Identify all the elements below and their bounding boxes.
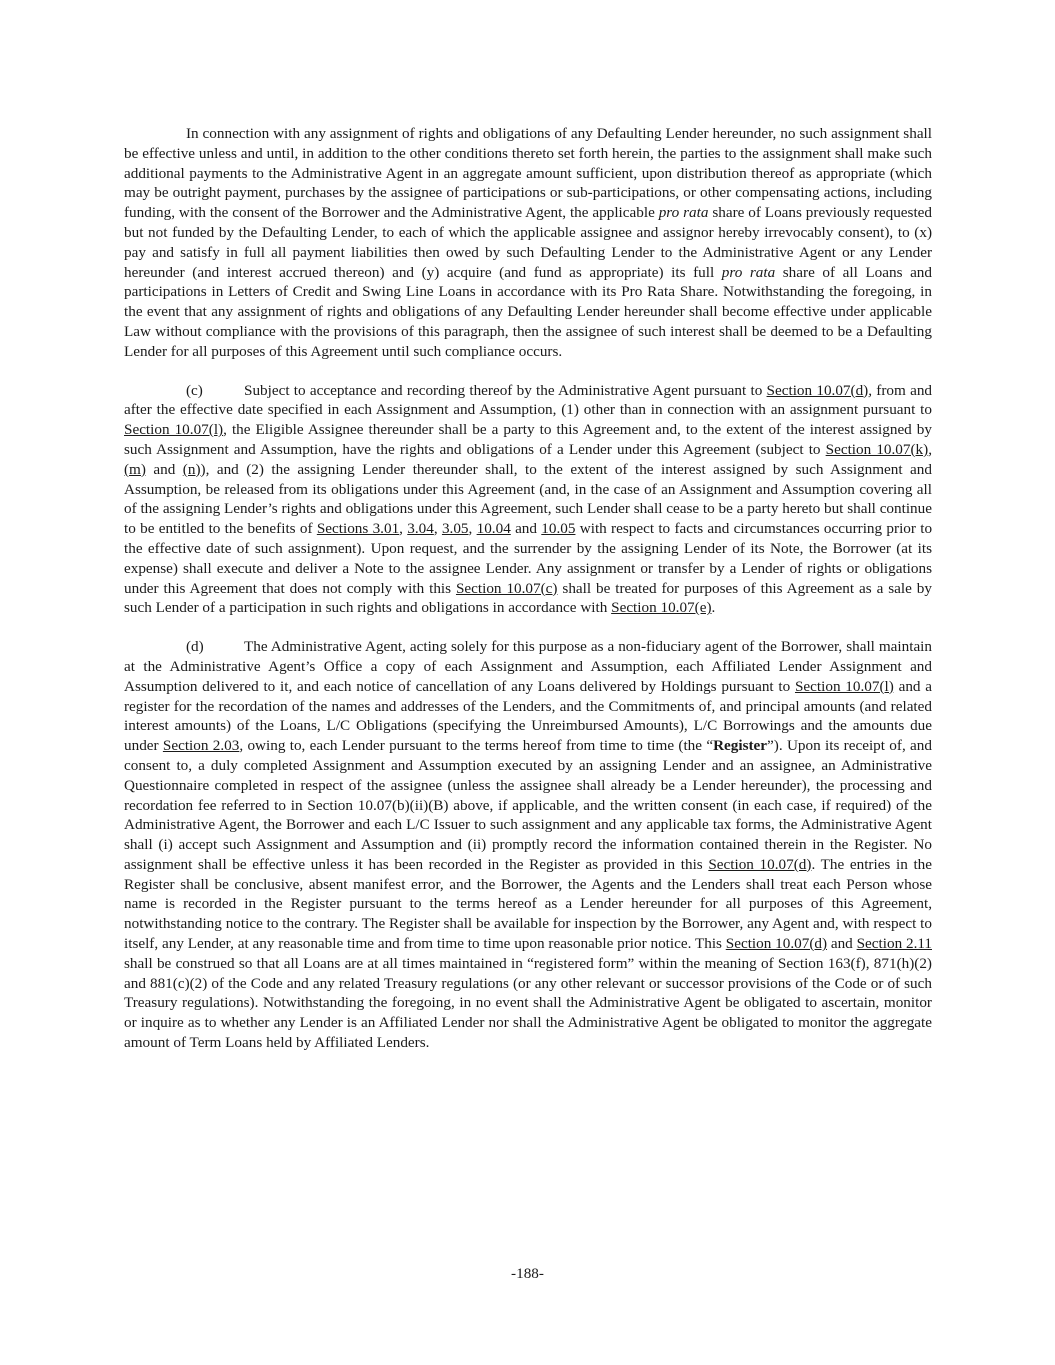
section-reference: Section 10.07(l) <box>794 677 894 695</box>
clause-label: (c) <box>186 381 203 399</box>
section-reference: Section 10.07(l) <box>124 421 224 439</box>
defined-term: Register <box>713 737 768 755</box>
section-reference: Section 10.07(d) <box>725 935 828 953</box>
section-reference: Section 10.07(e) <box>611 599 712 617</box>
italic-term: pro rata <box>721 263 776 281</box>
section-reference: Sections 3.01 <box>316 520 400 538</box>
text-segment: , <box>399 520 408 538</box>
section-reference: Section 2.03 <box>162 737 240 755</box>
section-reference: (n) <box>182 460 201 478</box>
text-segment: shall be treated for purposes of this Agreement as a sale by such Lender of a participation in such rights and obligations in accordance with <box>124 579 932 617</box>
text-segment: In connection with any assignment of rights and obligations of any Defaulting Lender hereunder, no such assignment shall be effective unless and until, in addition to the other conditions thereto set forth herein, the parties to the assignment shall make such additional payments to the Administrative Agent in an aggregate amount sufficient, upon distribution thereof as appropriate (which may be outright payment, purchases by the assignee of participations or sub-participations, or other compensating actions, including funding, with the consent of the Borrower and the Administrative Agent, the applicable <box>124 125 932 222</box>
text-segment: with respect to facts and circumstances occurring prior to the effective date of such assignment). Upon request, and the surrender by the assigning Lender of its Note, the Borrower (at its expense) shall execute and deliver a Note to the assignee Lender. Any assignment or transfer by a Lender of rights or obligations under this Agreement that does not comply with this <box>124 520 933 597</box>
text-segment: , owing to, each Lender pursuant to the terms hereof from time to time (the “ <box>239 737 714 755</box>
section-reference: Section 2.11 <box>856 935 932 953</box>
section-reference: Section 10.07(d) <box>766 381 869 399</box>
text-segment: and <box>827 935 857 953</box>
document-page <box>124 124 932 1072</box>
clause-label: (d) <box>186 638 204 656</box>
section-reference: 3.04 <box>407 520 434 538</box>
text-segment: and a register for the recordation of the names and addresses of the Lenders, and the Commitments of, and principal amounts (and related interest amounts) of the Loans, L/C Obligations (specifying the Unreimbursed Amounts), L/C Borrowings and the amounts due under <box>124 677 933 755</box>
section-reference: 10.04 <box>476 520 511 538</box>
section-reference: Section 10.07(c) <box>455 579 558 597</box>
text-segment: and <box>145 460 183 478</box>
text-segment: share of all Loans and participations in Letters of Credit and Swing Line Loans in accordance with its Pro Rata Share. Notwithstanding the foregoing, in the event that any assignment of rights and obligations of any Defaulting Lender hereunder shall become effective under applicable Law without compliance with the provisions of this paragraph, then the assignee of such interest shall be deemed to be a Defaulting Lender for all purposes of this Agreement until such compliance occurs. <box>124 263 932 360</box>
text-segment: , <box>433 520 442 538</box>
section-reference: 3.05 <box>441 520 469 538</box>
section-reference: Section 10.07(k) <box>825 440 929 458</box>
text-segment: ”). Upon its receipt of, and consent to, a duly completed Assignment and Assumption executed by an assigning Lender and an assignee, an Administrative Questionnaire completed in respect of the assignee (unless the assignee shall already be a Lender hereunder), the processing and recordation fee referred to in Section 10.07(b)(ii)(B) above, if applicable, and the written consent (in each case, if required) of the Administrative Agent, the Borrower and each L/C Issuer to such assignment and any applicable tax forms, the Administrative Agent shall (i) accept such Assignment and Assumption and (ii) promptly record the information contained therein in the Register. No assignment shall be effective unless it has been recorded in the Register as provided in this <box>124 737 932 873</box>
section-reference: 10.05 <box>541 520 576 538</box>
text-segment: and <box>510 520 542 538</box>
text-segment: , <box>468 520 477 538</box>
paragraph-d <box>124 637 932 1053</box>
text-segment: ), and (2) the assigning Lender thereunder shall, to the extent of the interest assigned by such Assignment and Assumption, be released from its obligations under this Agreement (and, in the case of an Assignment and Assumption covering all of the assigning Lender’s rights and obligations under this Agreement, such Lender shall cease to be a party hereto but shall continue to be entitled to the benefits of <box>124 460 932 538</box>
text-segment: shall be construed so that all Loans are at all times maintained in “registered form” within the meaning of Section 163(f), 871(h)(2) and 881(c)(2) of the Code and any related Treasury regulations (or any other relevant or successor provisions of the Code or of such Treasury regulations). Notwithstanding the foregoing, in no event shall the Administrative Agent be obligated to ascertain, monitor or inquire as to whether any Lender is an Affiliated Lender nor shall the Administrative Agent be obligated to monitor the aggregate amount of Term Loans held by Affiliated Lenders. <box>124 954 932 1052</box>
section-reference: Section 10.07(d) <box>708 855 812 873</box>
page-number: -188- <box>511 1265 544 1282</box>
text-segment: , <box>928 440 932 458</box>
section-reference: (m) <box>124 460 146 478</box>
paragraph-c <box>124 381 932 619</box>
text-segment: share of Loans previously requested but not funded by the Defaulting Lender, to each of which the applicable assignee and assignor hereby irrevocably consent), to (x) pay and satisfy in full all payment liabilities then owed by such Defaulting Lender to the Administrative Agent or any Lender hereunder (and interest accrued thereon) and (y) acquire (and fund as appropriate) its full <box>124 204 933 281</box>
italic-term: pro rata <box>658 204 709 222</box>
text-segment: , the Eligible Assignee thereunder shall be a party to this Agreement and, to the extent of the interest assigned by such Assignment and Assumption, have the rights and obligations of a Lender under this Agreement (subject to <box>124 421 932 458</box>
text-segment: The Administrative Agent, acting solely for this purpose as a non-fiduciary agent of the Borrower, shall maintain at the Administrative Agent’s Office a copy of each Assignment and Assumption, each Affiliated Lender Assignment and Assumption delivered to it, and each notice of cancellation of any Loans delivered by Holdings pursuant to <box>124 638 932 695</box>
text-segment: , from and after the effective date specified in each Assignment and Assumption, (1) other than in connection with an assignment pursuant to <box>124 381 933 419</box>
paragraph-defaulting-lender-assignment <box>124 124 932 362</box>
text-segment: . The entries in the Register shall be conclusive, absent manifest error, and the Borrower, the Agents and the Lenders shall treat each Person whose name is recorded in the Register pursuant to the terms hereof as a Lender hereunder for all purposes of this Agreement, notwithstanding notice to the contrary. The Register shall be available for inspection by the Borrower, any Agent and, with respect to itself, any Lender, at any reasonable time and from time to time upon reasonable prior notice. This <box>124 855 933 953</box>
text-segment: Subject to acceptance and recording thereof by the Administrative Agent pursuant to <box>244 381 767 399</box>
text-segment: . <box>711 599 716 617</box>
